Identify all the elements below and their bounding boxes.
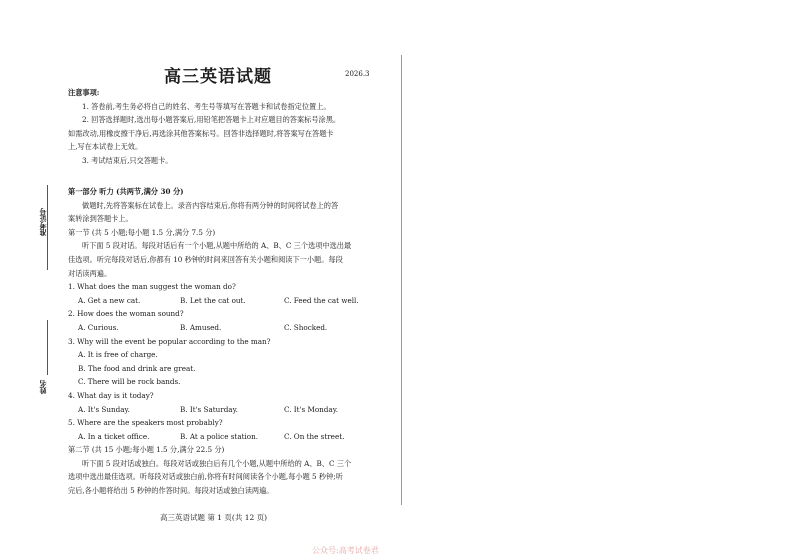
ticket-number-label: 准考证号 xyxy=(38,208,47,236)
notice-item-2-cont: 上,写在本试卷上无效。 xyxy=(68,142,143,152)
option-a: A. Get a new cat. xyxy=(78,295,141,305)
option-c: C. On the street. xyxy=(284,431,345,441)
section-two-heading: 第二节 (共 15 小题;每小题 1.5 分,满分 22.5 分) xyxy=(68,445,225,455)
option-b: B. It's Saturday. xyxy=(180,404,238,414)
question-5-options xyxy=(68,430,380,444)
part-one-block xyxy=(68,185,380,498)
option-c: C. Feed the cat well. xyxy=(284,295,359,305)
question-5: 5. Where are the speakers most probably? xyxy=(68,418,223,428)
name-label: 姓名 xyxy=(38,380,47,394)
page-footer: 高三英语试题 第 1 页(共 12 页) xyxy=(160,513,268,522)
watermark: 公众号:高考试卷君 xyxy=(312,546,379,555)
section-one-intro-cont: 对话读两遍。 xyxy=(68,268,112,278)
part-one-intro: 做题时,先将答案标在试卷上。录音内容结束后,你将有两分钟的时间将试卷上的答 xyxy=(82,200,339,210)
exam-title: 高三英语试题 xyxy=(164,67,272,87)
option-c: C. Shocked. xyxy=(284,322,328,332)
option-a: A. It is free of charge. xyxy=(78,350,158,360)
option-b: B. The food and drink are great. xyxy=(78,363,196,373)
option-b: B. Let the cat out. xyxy=(180,295,246,305)
part-one-heading: 第一部分 听力 (共两节,满分 30 分) xyxy=(68,187,184,196)
notice-item-2: 2. 回答选择题时,选出每小题答案后,用铅笔把答题卡上对应题目的答案标号涂黑。 xyxy=(82,115,341,125)
question-4: 4. What day is it today? xyxy=(68,390,154,400)
option-c: C. There will be rock bands. xyxy=(78,377,181,387)
notice-item-3: 3. 考试结束后,只交答题卡。 xyxy=(82,155,173,165)
notice-heading: 注意事项: xyxy=(68,88,100,97)
notice-item-2-cont: 如需改动,用橡皮擦干净后,再选涂其他答案标号。回答非选择题时,将答案写在答题卡 xyxy=(68,128,334,138)
option-b: B. At a police station. xyxy=(180,431,259,441)
option-a: A. It's Sunday. xyxy=(78,404,130,414)
option-a: A. In a ticket office. xyxy=(78,431,150,441)
exam-date: 2026.3 xyxy=(345,70,370,78)
option-b: B. Amused. xyxy=(180,322,222,332)
question-2: 2. How does the woman sound? xyxy=(68,309,184,319)
page-divider xyxy=(401,55,402,505)
name-blank-line xyxy=(47,320,48,375)
section-two-intro-cont: 选项中选出最佳选项。听每段对话或独白前,你将有时间阅读各个小题,每小题 5 秒钟;听 xyxy=(68,472,343,482)
section-one-heading: 第一节 (共 5 小题;每小题 1.5 分,满分 7.5 分) xyxy=(68,227,216,237)
section-one-intro: 听下面 5 段对话。每段对话后有一个小题,从题中所给的 A、B、C 三个选项中选出最 xyxy=(82,241,352,251)
question-3: 3. Why will the event be popular according to the man? xyxy=(68,336,271,346)
section-one-intro-cont: 佳选项。听完每段对话后,你都有 10 秒钟的时间来回答有关小题和阅读下一小题。每段 xyxy=(68,254,343,264)
question-1-options xyxy=(68,294,380,308)
question-4-options xyxy=(68,403,380,417)
section-two-intro: 听下面 5 段对话或独白。每段对话或独白后有几个小题,从题中所给的 A、B、C 三个 xyxy=(82,458,352,468)
notice-item-1: 1. 答卷前,考生务必将自己的姓名、考生号等填写在答题卡和试卷指定位置上。 xyxy=(82,101,331,111)
question-2-options xyxy=(68,321,380,335)
notice-block xyxy=(68,86,380,168)
option-c: C. It's Monday. xyxy=(284,404,339,414)
section-two-intro-cont: 完后,各小题将给出 5 秒钟的作答时间。每段对话或独白读两遍。 xyxy=(68,486,274,496)
question-1: 1. What does the man suggest the woman do? xyxy=(68,282,236,292)
option-a: A. Curious. xyxy=(78,322,119,332)
part-one-intro-cont: 案转涂到答题卡上。 xyxy=(68,214,133,224)
